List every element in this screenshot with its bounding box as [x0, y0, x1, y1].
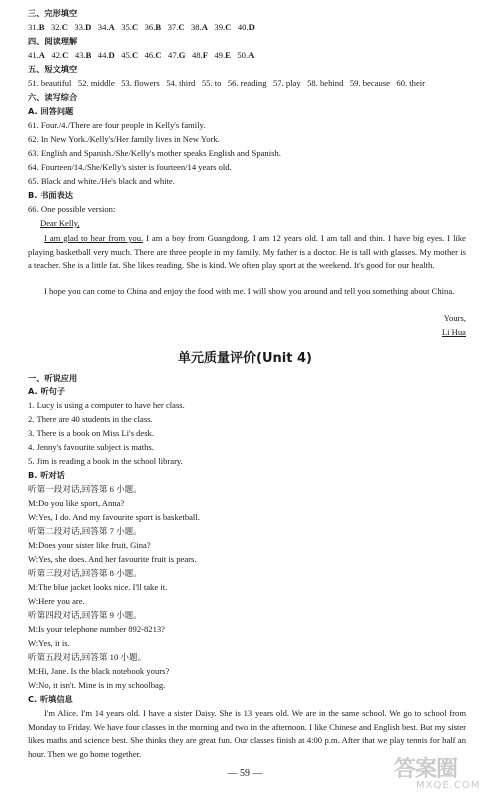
section-title-cloze: 三、完形填空: [28, 8, 78, 18]
sentence-3: 3. There is a book on Miss Li's desk.: [28, 428, 154, 438]
answer-item: 31.B: [28, 22, 45, 32]
underlined-phrase: I am glad to hear from you.: [44, 233, 144, 243]
dialog-line: M:Is your telephone number 892-8213?: [28, 624, 165, 634]
answer-item: 53. flowers: [121, 78, 160, 88]
dialog-line: W:Yes, she does. And her favourite fruit is pears.: [28, 554, 197, 564]
answer-item: 45.C: [121, 50, 139, 60]
dialog-line: W:Yes, I do. And my favourite sport is basketball.: [28, 512, 200, 522]
answer-66-intro: 66. One possible version:: [28, 204, 116, 214]
part-b-title: B. 书面表达: [28, 190, 73, 200]
answer-item: 58. behind: [307, 78, 344, 88]
part-a-title: A. 回答问题: [28, 106, 74, 116]
answer-item: 50.A: [237, 50, 255, 60]
answer-65: 65. Black and white./He's black and white.: [28, 176, 175, 186]
dialog-line: M:The blue jacket looks nice. I'll take it.: [28, 582, 168, 592]
dialog-line: M:Hi, Jane. Is the black notebook yours?: [28, 666, 170, 676]
answer-item: 52. middle: [77, 78, 115, 88]
answer-63: 63. English and Spanish./She/Kelly's mother speaks English and Spanish.: [28, 148, 281, 158]
section-title-reading-writing: 六、读写综合: [28, 92, 78, 102]
section-title-reading: 四、阅读理解: [28, 36, 78, 46]
answer-item: 36.B: [144, 22, 162, 32]
answer-item: 39.C: [214, 22, 232, 32]
letter-greeting: [40, 218, 466, 229]
answer-item: 57. play: [272, 78, 301, 88]
dialog-line: 听第三段对话,回答第 8 小题。: [28, 568, 142, 578]
sentence-2: 2. There are 40 students in the class.: [28, 414, 153, 424]
answer-item: 47.G: [168, 50, 186, 60]
dialog-line: M:Do you like sport, Anna?: [28, 498, 125, 508]
letter-paragraph-1: [28, 232, 466, 273]
answer-item: 46.C: [144, 50, 162, 60]
page-number: — 59 —: [227, 768, 263, 779]
answer-item: 51. beautiful: [28, 78, 72, 88]
watermark-logo: [394, 752, 486, 796]
dialog-line: W:Yes, it is.: [28, 638, 70, 648]
watermark-top: 答案圈: [394, 757, 458, 782]
part-a-listen-title: A. 听句子: [28, 386, 66, 396]
sentence-5: 5. Jim is reading a book in the school library.: [28, 456, 183, 466]
watermark-bottom: MXQE.COM: [416, 780, 481, 791]
reading-answers: [28, 50, 466, 61]
answer-item: 44.D: [97, 50, 115, 60]
answer-item: 33.D: [74, 22, 92, 32]
answer-item: 34.A: [97, 22, 115, 32]
greeting-text: Dear Kelly,: [40, 218, 80, 228]
answer-item: 42.C: [51, 50, 69, 60]
dialog-line: W:Here you are.: [28, 596, 85, 606]
letter-closing: Yours,: [443, 313, 466, 323]
dialog-line: 听第五段对话,回答第 10 小题。: [28, 652, 147, 662]
answer-item: 40.D: [237, 22, 255, 32]
answer-item: 43.B: [74, 50, 92, 60]
fill-in-answers: [28, 78, 466, 89]
answer-item: 59. because: [349, 78, 390, 88]
sentence-4: 4. Jenny's favourite subject is maths.: [28, 442, 154, 452]
listening-passage: I'm Alice. I'm 14 years old. I have a sister Daisy. She is 13 years old. We are in the same school. We go to school from Monday to Friday. We have four classes in the morning and two in the afternoon. I like Chinese and English best. But my sister likes maths and science best. She thinks they are great fun. Our classes finish at 4:00 p.m. After that we play tennis for half an hour. Then we go home together.: [28, 708, 466, 759]
answer-item: 60. their: [396, 78, 426, 88]
answer-item: 49.E: [214, 50, 231, 60]
dialog-line: 听第二段对话,回答第 7 小题。: [28, 526, 142, 536]
part-b-listen-title: B. 听对话: [28, 470, 65, 480]
answer-item: 41.A: [28, 50, 45, 60]
signature-text: Li Hua: [441, 327, 466, 337]
section-title-fill-in: 五、短文填空: [28, 64, 78, 74]
answer-61: 61. Four./4./There are four people in Kelly's family.: [28, 120, 206, 130]
answer-item: 32.C: [50, 22, 68, 32]
answer-item: 37.C: [167, 22, 185, 32]
paragraph-text: I am a boy from Guangdong. I am 12 years old. I am tall and thin. I have big eyes. I like playing basketball very much. There are three people in my family. My father is a doctor. He is tall with glasses. My mother is a teacher. She is a little fat. She likes reading. She is kind. We often play sport at the weekend. It's good for our health.: [28, 233, 466, 271]
section-title-listening: 一、听说应用: [28, 373, 78, 383]
answer-item: 56. reading: [227, 78, 267, 88]
letter-paragraph-2: I hope you can come to China and enjoy the food with me. I will show you around and tell you something about China.: [44, 286, 455, 296]
dialog-line: M:Does your sister like fruit, Gina?: [28, 540, 151, 550]
answer-64: 64. Fourteen/14./She/Kelly's sister is fourteen/14 years old.: [28, 162, 232, 172]
answer-item: 35.C: [121, 22, 139, 32]
answer-item: 54. third: [166, 78, 196, 88]
unit-title: 单元质量评价(Unit 4): [178, 351, 312, 366]
letter-signature: [28, 327, 466, 338]
answer-item: 55. to: [201, 78, 222, 88]
dialog-line: W:No, it isn't. Mine is in my schoolbag.: [28, 680, 166, 690]
dialog-line: 听第四段对话,回答第 9 小题。: [28, 610, 142, 620]
sentence-1: 1. Lucy is using a computer to have her class.: [28, 400, 185, 410]
answer-item: 48.F: [191, 50, 208, 60]
part-c-listen-title: C. 听填信息: [28, 694, 73, 704]
answer-item: 38.A: [190, 22, 208, 32]
answer-62: 62. In New York./Kelly's/Her family lives in New York.: [28, 134, 220, 144]
cloze-answers: [28, 22, 466, 33]
dialog-line: 听第一段对话,回答第 6 小题。: [28, 484, 142, 494]
